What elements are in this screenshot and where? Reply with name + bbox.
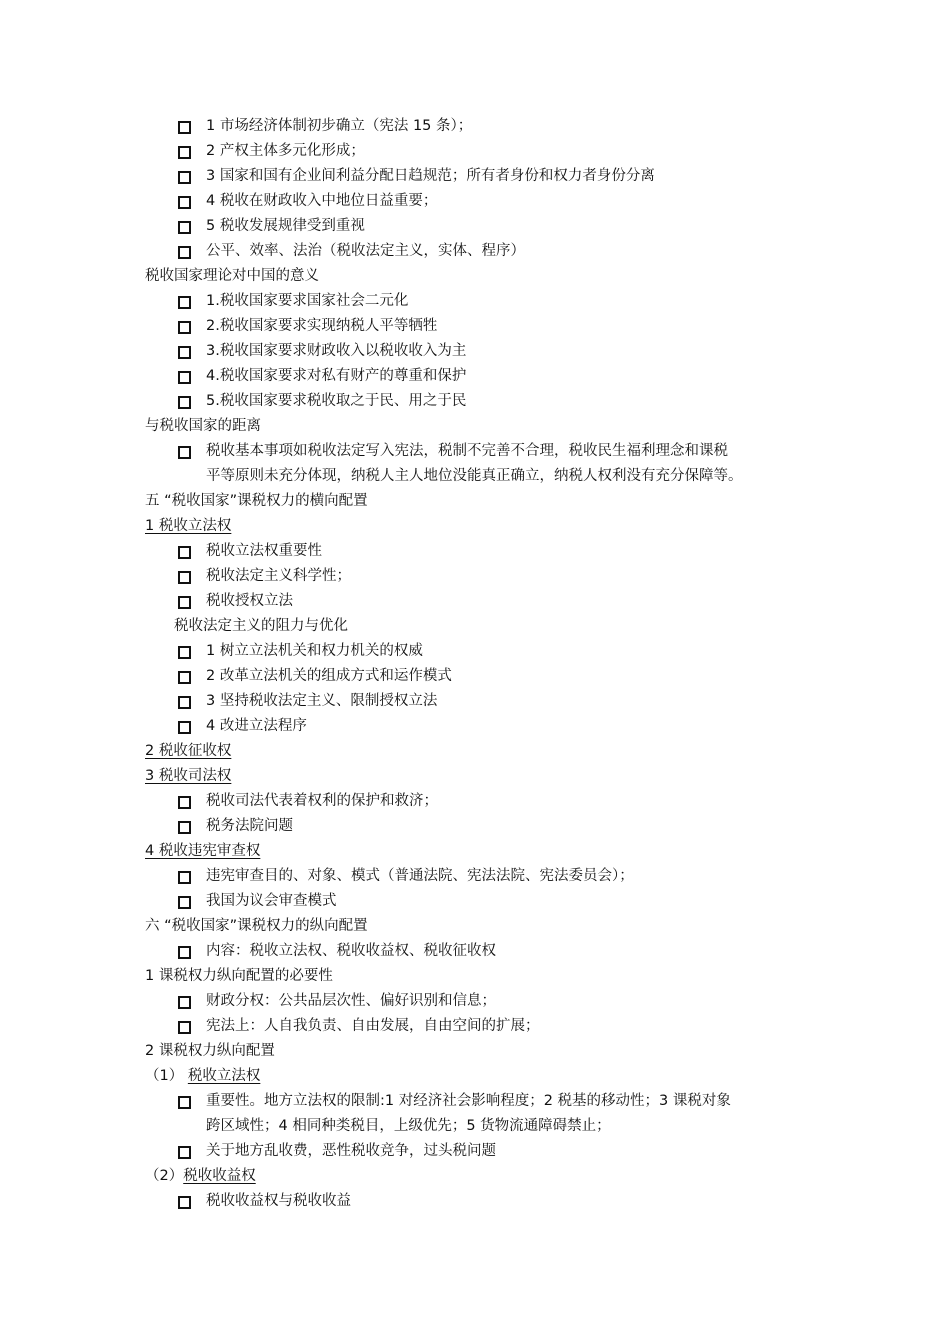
text-line bbox=[145, 1041, 275, 1061]
line-text: 税收法定主义科学性； bbox=[206, 568, 351, 584]
line-text: 内容：税收立法权、税收收益权、税收征收权 bbox=[206, 943, 496, 959]
checkbox-square-icon bbox=[178, 721, 191, 734]
text-line bbox=[145, 966, 333, 986]
checkbox-square-icon bbox=[178, 1146, 191, 1159]
bullet-item bbox=[178, 1141, 496, 1161]
line-text: 1 市场经济体制初步确立（宪法 15 条）； bbox=[206, 118, 473, 134]
line-text: 1.税收国家要求国家社会二元化 bbox=[206, 293, 409, 309]
line-text: 3 税收司法权 bbox=[145, 768, 232, 784]
bullet-item bbox=[178, 366, 466, 386]
checkbox-square-icon bbox=[178, 1096, 191, 1109]
text-line bbox=[145, 1066, 260, 1086]
bullet-item bbox=[178, 591, 293, 611]
checkbox-square-icon bbox=[178, 1021, 191, 1034]
checkbox-square-icon bbox=[178, 121, 191, 134]
text-line bbox=[145, 916, 368, 936]
line-text: 平等原则未充分体现，纳税人主人地位没能真正确立，纳税人权利没有充分保障等。 bbox=[206, 468, 743, 484]
underlined-heading: 税收收益权 bbox=[183, 1168, 256, 1184]
line-text: （2） bbox=[145, 1168, 184, 1184]
bullet-item bbox=[178, 1191, 351, 1211]
text-line bbox=[145, 416, 261, 436]
bullet-item bbox=[178, 166, 655, 186]
checkbox-square-icon bbox=[178, 246, 191, 259]
bullet-item bbox=[178, 791, 438, 811]
line-text: 财政分权：公共品层次性、偏好识别和信息； bbox=[206, 993, 496, 1009]
line-text: 税收基本事项如税收法定写入宪法，税制不完善不合理，税收民生福利理念和课税 bbox=[206, 443, 728, 459]
checkbox-square-icon bbox=[178, 196, 191, 209]
checkbox-square-icon bbox=[178, 146, 191, 159]
bullet-item bbox=[178, 866, 634, 886]
line-text: 1 树立立法机关和权力机关的权威 bbox=[206, 643, 423, 659]
line-text: 税收立法权重要性 bbox=[206, 543, 322, 559]
line-text: 税务法院问题 bbox=[206, 818, 293, 834]
text-line bbox=[145, 491, 368, 511]
line-text: 2 课税权力纵向配置 bbox=[145, 1043, 275, 1059]
bullet-item bbox=[178, 1091, 731, 1111]
checkbox-square-icon bbox=[178, 546, 191, 559]
checkbox-square-icon bbox=[178, 696, 191, 709]
section-heading bbox=[145, 741, 231, 761]
line-text: 4.税收国家要求对私有财产的尊重和保护 bbox=[206, 368, 467, 384]
checkbox-square-icon bbox=[178, 346, 191, 359]
checkbox-square-icon bbox=[178, 871, 191, 884]
line-text: 跨区域性；4 相同种类税目，上级优先；5 货物流通障碍禁止； bbox=[206, 1118, 611, 1134]
bullet-item bbox=[178, 441, 728, 461]
line-text: 3 坚持税收法定主义、限制授权立法 bbox=[206, 693, 438, 709]
checkbox-square-icon bbox=[178, 171, 191, 184]
bullet-item bbox=[178, 891, 337, 911]
checkbox-square-icon bbox=[178, 671, 191, 684]
section-heading bbox=[145, 516, 231, 536]
bullet-item bbox=[178, 216, 365, 236]
checkbox-square-icon bbox=[178, 996, 191, 1009]
section-heading bbox=[145, 841, 260, 861]
line-text: 违宪审查目的、对象、模式（普通法院、宪法法院、宪法委员会）； bbox=[206, 868, 634, 884]
line-text: 我国为议会审查模式 bbox=[206, 893, 337, 909]
bullet-item bbox=[178, 566, 351, 586]
underlined-heading: 税收立法权 bbox=[187, 1068, 261, 1084]
checkbox-square-icon bbox=[178, 396, 191, 409]
line-text: 宪法上：人自我负责、自由发展，自由空间的扩展； bbox=[206, 1018, 540, 1034]
checkbox-square-icon bbox=[178, 596, 191, 609]
bullet-item bbox=[178, 991, 496, 1011]
line-text: 税收法定主义的阻力与优化 bbox=[174, 618, 348, 634]
line-text: （1） bbox=[145, 1068, 188, 1084]
checkbox-square-icon bbox=[178, 821, 191, 834]
line-text: 4 改进立法程序 bbox=[206, 718, 307, 734]
line-text: 4 税收在财政收入中地位日益重要； bbox=[206, 193, 438, 209]
line-text: 1 课税权力纵向配置的必要性 bbox=[145, 968, 333, 984]
checkbox-square-icon bbox=[178, 896, 191, 909]
bullet-item bbox=[178, 291, 408, 311]
checkbox-square-icon bbox=[178, 1196, 191, 1209]
text-line bbox=[174, 616, 348, 636]
line-text: 2 改革立法机关的组成方式和运作模式 bbox=[206, 668, 452, 684]
text-line bbox=[206, 1116, 611, 1136]
line-text: 五 “税收国家”课税权力的横向配置 bbox=[145, 493, 368, 509]
checkbox-square-icon bbox=[178, 221, 191, 234]
checkbox-square-icon bbox=[178, 646, 191, 659]
text-line bbox=[206, 466, 743, 486]
line-text: 3 国家和国有企业间利益分配日趋规范；所有者身份和权力者身份分离 bbox=[206, 168, 655, 184]
line-text: 税收国家理论对中国的意义 bbox=[145, 268, 319, 284]
bullet-item bbox=[178, 141, 365, 161]
line-text: 2 产权主体多元化形成； bbox=[206, 143, 365, 159]
line-text: 4 税收违宪审查权 bbox=[145, 843, 261, 859]
bullet-item bbox=[178, 541, 322, 561]
bullet-item bbox=[178, 641, 423, 661]
line-text: 2 税收征收权 bbox=[145, 743, 232, 759]
bullet-item bbox=[178, 816, 293, 836]
line-text: 5.税收国家要求税收取之于民、用之于民 bbox=[206, 393, 467, 409]
line-text: 六 “税收国家”课税权力的纵向配置 bbox=[145, 918, 368, 934]
line-text: 与税收国家的距离 bbox=[145, 418, 261, 434]
bullet-item bbox=[178, 341, 466, 361]
line-text: 重要性。地方立法权的限制:1 对经济社会影响程度；2 税基的移动性；3 课税对象 bbox=[206, 1093, 731, 1109]
text-line bbox=[145, 1166, 256, 1186]
line-text: 关于地方乱收费，恶性税收竞争，过头税问题 bbox=[206, 1143, 496, 1159]
bullet-item bbox=[178, 941, 496, 961]
checkbox-square-icon bbox=[178, 321, 191, 334]
text-line bbox=[145, 266, 319, 286]
bullet-item bbox=[178, 241, 525, 261]
checkbox-square-icon bbox=[178, 571, 191, 584]
checkbox-square-icon bbox=[178, 796, 191, 809]
bullet-item bbox=[178, 716, 307, 736]
bullet-item bbox=[178, 391, 466, 411]
section-heading bbox=[145, 766, 231, 786]
bullet-item bbox=[178, 1016, 540, 1036]
bullet-item bbox=[178, 691, 437, 711]
line-text: 2.税收国家要求实现纳税人平等牺牲 bbox=[206, 318, 438, 334]
line-text: 公平、效率、法治（税收法定主义，实体、程序） bbox=[206, 243, 525, 259]
checkbox-square-icon bbox=[178, 371, 191, 384]
line-text: 税收收益权与税收收益 bbox=[206, 1193, 351, 1209]
checkbox-square-icon bbox=[178, 946, 191, 959]
bullet-item bbox=[178, 116, 472, 136]
line-text: 税收司法代表着权利的保护和救济； bbox=[206, 793, 438, 809]
line-text: 税收授权立法 bbox=[206, 593, 293, 609]
line-text: 3.税收国家要求财政收入以税收收入为主 bbox=[206, 343, 467, 359]
checkbox-square-icon bbox=[178, 446, 191, 459]
line-text: 5 税收发展规律受到重视 bbox=[206, 218, 365, 234]
checkbox-square-icon bbox=[178, 296, 191, 309]
line-text: 1 税收立法权 bbox=[145, 518, 232, 534]
bullet-item bbox=[178, 191, 437, 211]
bullet-item bbox=[178, 666, 452, 686]
bullet-item bbox=[178, 316, 437, 336]
